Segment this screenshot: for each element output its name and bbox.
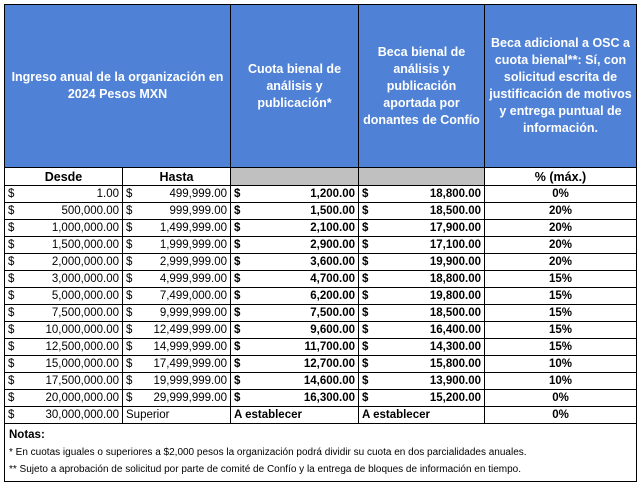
- cell-grant: [359, 390, 485, 407]
- amount: 1,200.00: [310, 188, 355, 200]
- cell-fee: A establecer: [231, 407, 359, 424]
- amount: 11,700.00: [304, 341, 355, 353]
- notes-row: [5, 424, 637, 482]
- amount: 7,500.00: [310, 307, 355, 319]
- currency-symbol: $: [234, 358, 241, 370]
- cell-from: [5, 407, 123, 424]
- amount: 14,999,999.00: [153, 341, 227, 353]
- cell-pct: 0%: [485, 407, 637, 424]
- currency-symbol: $: [234, 324, 241, 336]
- currency-symbol: $: [8, 324, 15, 336]
- cell-pct: 20%: [485, 237, 637, 254]
- amount: 2,900.00: [310, 239, 355, 251]
- currency-symbol: $: [362, 324, 369, 336]
- cell-fee: [231, 203, 359, 220]
- amount: 30,000,000.00: [45, 409, 119, 421]
- currency-symbol: $: [8, 256, 15, 268]
- amount: 17,900.00: [429, 222, 481, 234]
- amount: 7,499,000.00: [159, 290, 227, 302]
- amount: 3,600.00: [310, 256, 355, 268]
- amount: 15,800.00: [429, 358, 481, 370]
- currency-symbol: $: [234, 392, 241, 404]
- table-row: [5, 220, 637, 237]
- table-row: [5, 305, 637, 322]
- amount: 2,100.00: [310, 222, 355, 234]
- amount: 15,000,000.00: [45, 358, 119, 370]
- currency-symbol: $: [234, 273, 241, 285]
- cell-to: [123, 186, 231, 203]
- cell-fee: [231, 220, 359, 237]
- table-row: [5, 373, 637, 390]
- cell-pct: 0%: [485, 186, 637, 203]
- note-2: ** Sujeto a aprobación de solicitud por parte de comité de Confío y la entrega de bloques de información en tiempo.: [9, 464, 521, 475]
- cell-to: Superior: [123, 407, 231, 424]
- table-row: [5, 203, 637, 220]
- currency-symbol: $: [362, 273, 369, 285]
- amount: 16,300.00: [303, 392, 355, 404]
- cell-grant: [359, 288, 485, 305]
- header-row: [5, 5, 637, 168]
- amount: 1,499,999.00: [159, 222, 227, 234]
- table-row: [5, 356, 637, 373]
- note-1: * En cuotas iguales o superiores a $2,000 pesos la organización podrá dividir su cuota en dos parcialidades anuales.: [9, 447, 527, 458]
- cell-pct: 10%: [485, 373, 637, 390]
- currency-symbol: $: [126, 205, 133, 217]
- cell-grant: [359, 305, 485, 322]
- amount: 3,000,000.00: [51, 273, 119, 285]
- cell-from: [5, 305, 123, 322]
- notes-cell: [5, 424, 637, 482]
- currency-symbol: $: [234, 239, 241, 251]
- currency-symbol: $: [126, 290, 133, 302]
- subheader-grant-blank: [359, 168, 485, 186]
- cell-to: [123, 254, 231, 271]
- cell-to: [123, 322, 231, 339]
- currency-symbol: $: [234, 256, 241, 268]
- amount: 500,000.00: [61, 205, 119, 217]
- cell-pct: 15%: [485, 271, 637, 288]
- amount: 18,500.00: [429, 307, 481, 319]
- amount: 16,400.00: [429, 324, 481, 336]
- amount: 14,300.00: [429, 341, 481, 353]
- amount: 1,000,000.00: [51, 222, 119, 234]
- amount: 13,900.00: [429, 375, 481, 387]
- cell-from: [5, 339, 123, 356]
- cell-pct: 15%: [485, 339, 637, 356]
- table-body: [5, 186, 637, 407]
- cell-grant: [359, 254, 485, 271]
- header-fee: Cuota bienal de análisis y publicación*: [231, 5, 359, 168]
- currency-symbol: $: [234, 205, 241, 217]
- currency-symbol: $: [234, 375, 241, 387]
- cell-from: [5, 237, 123, 254]
- currency-symbol: $: [126, 256, 133, 268]
- cell-fee: [231, 356, 359, 373]
- fee-table-sheet: [4, 4, 636, 482]
- cell-pct: 10%: [485, 356, 637, 373]
- cell-grant: [359, 203, 485, 220]
- currency-symbol: $: [126, 375, 133, 387]
- amount: 2,999,999.00: [159, 256, 227, 268]
- cell-pct: 15%: [485, 305, 637, 322]
- currency-symbol: $: [234, 341, 241, 353]
- amount: 12,700.00: [303, 358, 355, 370]
- currency-symbol: $: [8, 273, 15, 285]
- amount: 1,999,999.00: [159, 239, 227, 251]
- currency-symbol: $: [362, 392, 369, 404]
- amount: 17,500,000.00: [45, 375, 119, 387]
- amount: 6,200.00: [310, 290, 355, 302]
- currency-symbol: $: [362, 290, 369, 302]
- cell-fee: [231, 237, 359, 254]
- cell-to: [123, 305, 231, 322]
- table-row: [5, 186, 637, 203]
- currency-symbol: $: [362, 205, 369, 217]
- currency-symbol: $: [362, 239, 369, 251]
- table-row: [5, 237, 637, 254]
- subheader-pct: % (máx.): [485, 168, 637, 186]
- subheader-from: Desde: [5, 168, 123, 186]
- cell-from: [5, 322, 123, 339]
- header-income: Ingreso anual de la organización en 2024 Pesos MXN: [5, 5, 231, 168]
- amount: 18,800.00: [429, 273, 481, 285]
- currency-symbol: $: [8, 222, 15, 234]
- cell-to: [123, 203, 231, 220]
- currency-symbol: $: [126, 324, 133, 336]
- currency-symbol: $: [8, 307, 15, 319]
- currency-symbol: $: [8, 188, 15, 200]
- amount: 18,500.00: [429, 205, 481, 217]
- amount: 999,999.00: [169, 205, 227, 217]
- cell-fee: [231, 186, 359, 203]
- amount: 7,500,000.00: [51, 307, 119, 319]
- currency-symbol: $: [126, 392, 133, 404]
- cell-grant: [359, 356, 485, 373]
- amount: 19,900.00: [429, 256, 481, 268]
- currency-symbol: $: [126, 341, 133, 353]
- notes-title: Notas:: [9, 429, 45, 441]
- table-row: [5, 322, 637, 339]
- amount: 10,000,000.00: [45, 324, 119, 336]
- amount: 17,499,999.00: [153, 358, 227, 370]
- cell-to: [123, 356, 231, 373]
- table-row: [5, 339, 637, 356]
- cell-from: [5, 203, 123, 220]
- cell-grant: [359, 186, 485, 203]
- cell-from: [5, 288, 123, 305]
- cell-fee: [231, 288, 359, 305]
- cell-to: [123, 237, 231, 254]
- currency-symbol: $: [8, 239, 15, 251]
- amount: 1,500,000.00: [51, 239, 119, 251]
- amount: 15,200.00: [429, 392, 481, 404]
- amount: 17,100.00: [429, 239, 481, 251]
- cell-to: [123, 220, 231, 237]
- amount: 499,999.00: [169, 188, 227, 200]
- cell-pct: 20%: [485, 254, 637, 271]
- cell-to: [123, 339, 231, 356]
- amount: 2,000,000.00: [51, 256, 119, 268]
- cell-fee: [231, 373, 359, 390]
- amount: 4,999,999.00: [159, 273, 227, 285]
- amount: 20,000,000.00: [45, 392, 119, 404]
- last-row: [5, 407, 637, 424]
- amount: 12,500,000.00: [45, 341, 119, 353]
- cell-grant: [359, 373, 485, 390]
- amount: 18,800.00: [429, 188, 481, 200]
- currency-symbol: $: [362, 188, 369, 200]
- currency-symbol: $: [234, 222, 241, 234]
- currency-symbol: $: [126, 307, 133, 319]
- cell-pct: 15%: [485, 288, 637, 305]
- amount: 29,999,999.00: [153, 392, 227, 404]
- cell-grant: [359, 237, 485, 254]
- cell-pct: 15%: [485, 322, 637, 339]
- currency-symbol: $: [362, 358, 369, 370]
- cell-grant: [359, 220, 485, 237]
- currency-symbol: $: [8, 392, 15, 404]
- cell-pct: 20%: [485, 203, 637, 220]
- cell-to: [123, 271, 231, 288]
- currency-symbol: $: [126, 358, 133, 370]
- cell-pct: 20%: [485, 220, 637, 237]
- cell-to: [123, 390, 231, 407]
- currency-symbol: $: [8, 358, 15, 370]
- cell-to: [123, 373, 231, 390]
- currency-symbol: $: [362, 375, 369, 387]
- cell-pct: 0%: [485, 390, 637, 407]
- cell-fee: [231, 390, 359, 407]
- cell-fee: [231, 322, 359, 339]
- cell-grant: A establecer: [359, 407, 485, 424]
- currency-symbol: $: [8, 290, 15, 302]
- currency-symbol: $: [8, 375, 15, 387]
- cell-grant: [359, 271, 485, 288]
- subheader-fee-blank: [231, 168, 359, 186]
- header-extra: Beca adicional a OSC a cuota bienal**: Sí, con solicitud escrita de justificación de motivos y entrega puntual de información.: [485, 5, 637, 168]
- currency-symbol: $: [8, 205, 15, 217]
- amount: 9,600.00: [310, 324, 355, 336]
- cell-from: [5, 356, 123, 373]
- cell-from: [5, 271, 123, 288]
- currency-symbol: $: [362, 256, 369, 268]
- amount: 4,700.00: [310, 273, 355, 285]
- header-grant: Beca bienal de análisis y publicación aportada por donantes de Confío: [359, 5, 485, 168]
- cell-fee: [231, 271, 359, 288]
- amount: 14,600.00: [303, 375, 355, 387]
- currency-symbol: $: [234, 307, 241, 319]
- cell-from: [5, 373, 123, 390]
- cell-to: [123, 288, 231, 305]
- table-row: [5, 288, 637, 305]
- cell-from: [5, 390, 123, 407]
- table-row: [5, 254, 637, 271]
- subheader-to: Hasta: [123, 168, 231, 186]
- cell-fee: [231, 254, 359, 271]
- table-row: [5, 271, 637, 288]
- amount: 19,999,999.00: [153, 375, 227, 387]
- amount: 12,499,999.00: [153, 324, 227, 336]
- currency-symbol: $: [234, 290, 241, 302]
- cell-grant: [359, 322, 485, 339]
- currency-symbol: $: [8, 341, 15, 353]
- currency-symbol: $: [126, 273, 133, 285]
- fee-table: [4, 4, 637, 482]
- cell-from: [5, 186, 123, 203]
- currency-symbol: $: [362, 341, 369, 353]
- currency-symbol: $: [362, 222, 369, 234]
- currency-symbol: $: [126, 222, 133, 234]
- cell-from: [5, 254, 123, 271]
- amount: 1,500.00: [310, 205, 355, 217]
- amount: 19,800.00: [429, 290, 481, 302]
- cell-from: [5, 220, 123, 237]
- amount: 1.00: [96, 188, 119, 200]
- currency-symbol: $: [362, 307, 369, 319]
- cell-fee: [231, 305, 359, 322]
- table-row: [5, 390, 637, 407]
- amount: 9,999,999.00: [159, 307, 227, 319]
- currency-symbol: $: [234, 188, 241, 200]
- currency-symbol: $: [8, 409, 15, 421]
- currency-symbol: $: [126, 188, 133, 200]
- currency-symbol: $: [126, 239, 133, 251]
- amount: 5,000,000.00: [51, 290, 119, 302]
- subheader-row: [5, 168, 637, 186]
- cell-fee: [231, 339, 359, 356]
- cell-grant: [359, 339, 485, 356]
